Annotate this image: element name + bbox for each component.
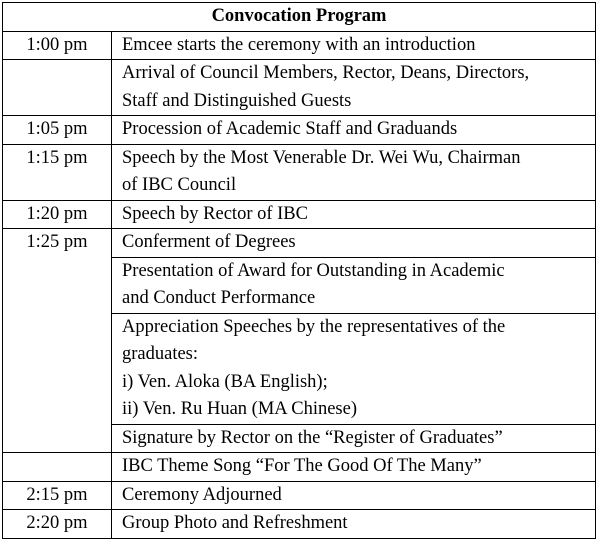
table-row [3,60,596,116]
event-line: Group Photo and Refreshment [122,513,348,533]
event-line: Signature by Rector on the “Register of Graduates” [122,427,503,448]
event-line: IBC Theme Song “For The Good Of The Many” [122,456,482,476]
event-line: Arrival of Council Members, Rector, Deans, Directors, [122,63,530,83]
table-row [3,229,596,258]
table-row [3,510,596,539]
event-cell [112,200,596,229]
time-cell [3,60,112,116]
event-line: and Conduct Performance [122,288,316,308]
program-table [2,2,596,539]
time-cell: 1:25 pm [3,229,112,453]
event-line: Speech by Rector of IBC [122,203,308,224]
event-line: Emcee starts the ceremony with an introduction [122,34,476,55]
time-cell: 1:15 pm [3,144,112,200]
event-cell [112,257,596,313]
event-cell [112,313,596,424]
event-cell [112,60,596,116]
table-row [3,116,596,145]
time-cell [3,453,112,482]
event-cell [112,144,596,200]
event-cell [112,453,596,482]
event-cell [112,510,596,539]
event-cell [112,31,596,60]
time-cell: 2:20 pm [3,510,112,539]
event-line: Ceremony Adjourned [122,484,282,505]
time-cell: 1:20 pm [3,200,112,229]
event-line: Conferment of Degrees [122,232,296,252]
event-line: Staff and Distinguished Guests [122,90,352,111]
table-row [3,200,596,229]
event-line: of IBC Council [122,175,237,195]
event-line: Presentation of Award for Outstanding in Academic [122,260,505,281]
table-row [3,144,596,200]
event-line: i) Ven. Aloka (BA English); [122,371,328,392]
time-cell: 1:00 pm [3,31,112,60]
event-cell [112,116,596,145]
table-row [3,481,596,510]
time-cell: 1:05 pm [3,116,112,145]
event-line: Appreciation Speeches by the representatives of the [122,316,506,337]
event-line: ii) Ven. Ru Huan (MA Chinese) [122,399,357,419]
time-cell: 2:15 pm [3,481,112,510]
table-row [3,31,596,60]
event-cell [112,424,596,453]
program-title: Convocation Program [3,3,596,32]
event-line: Speech by the Most Venerable Dr. Wei Wu, Chairman [122,147,521,168]
event-cell [112,481,596,510]
header-row [3,3,596,32]
event-line: graduates: [122,344,199,364]
event-cell [112,229,596,258]
event-line: Procession of Academic Staff and Graduands [122,119,458,139]
table-row [3,453,596,482]
